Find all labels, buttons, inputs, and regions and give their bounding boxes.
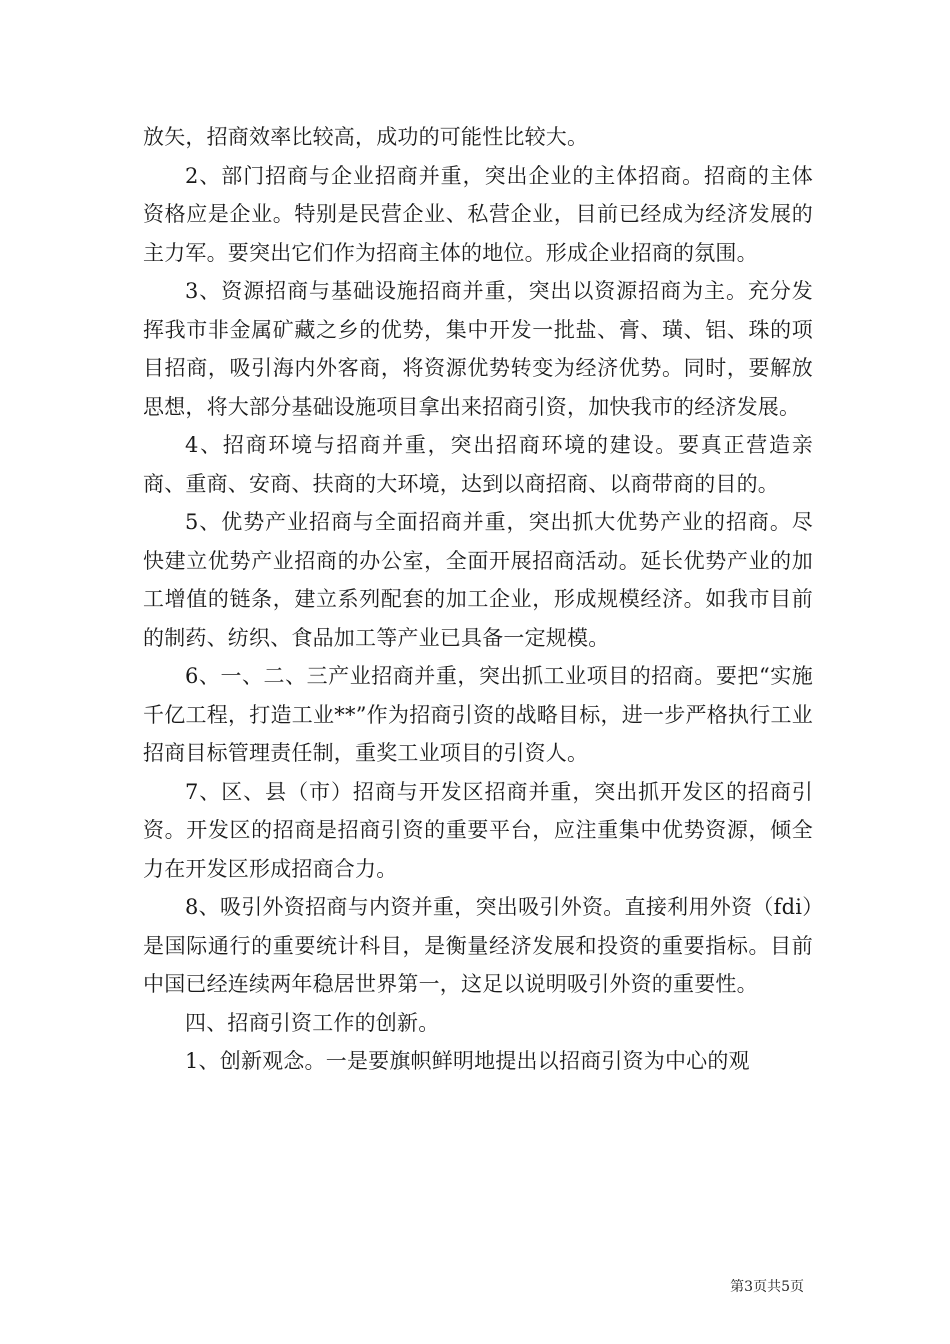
paragraph: 6、一、二、三产业招商并重，突出抓工业项目的招商。要把“实施千亿工程，打造工业**”作为招商引资的战略目标，进一步严格执行工业招商目标管理责任制，重奖工业项目的引资人。 — [143, 664, 813, 765]
paragraph: 8、吸引外资招商与内资并重，突出吸引外资。直接利用外资（fdi）是国际通行的重要统计科目，是衡量经济发展和投资的重要指标。目前中国已经连续两年稳居世界第一，这足以说明吸引外资的重要性。 — [143, 895, 813, 996]
paragraph: 3、资源招商与基础设施招商并重，突出以资源招商为主。充分发挥我市非金属矿藏之乡的优势，集中开发一批盐、膏、璜、铝、珠的项目招商，吸引海内外客商，将资源优势转变为经济优势。同时，要解放思想，将大部分基础设施项目拿出来招商引资，加快我市的经济发展。 — [143, 279, 813, 419]
paragraph: 5、优势产业招商与全面招商并重，突出抓大优势产业的招商。尽快建立优势产业招商的办公室，全面开展招商活动。延长优势产业的加工增值的链条，建立系列配套的加工企业，形成规模经济。如我市目前的制药、纺织、食品加工等产业已具备一定规模。 — [143, 510, 813, 650]
paragraph: 2、部门招商与企业招商并重，突出企业的主体招商。招商的主体资格应是企业。特别是民营企业、私营企业，目前已经成为经济发展的主力军。要突出它们作为招商主体的地位。形成企业招商的氛围。 — [143, 163, 813, 265]
paragraph: 1、创新观念。一是要旗帜鲜明地提出以招商引资为中心的观 — [185, 1049, 750, 1073]
page-number: 第3页共5页 — [730, 1279, 804, 1295]
section-heading: 四、招商引资工作的创新。 — [185, 1010, 440, 1035]
paragraph: 4、招商环境与招商并重，突出招商环境的建设。要真正营造亲商、重商、安商、扶商的大环境，达到以商招商、以商带商的目的。 — [143, 433, 813, 496]
document-body — [143, 118, 813, 1081]
paragraph: 7、区、县（市）招商与开发区招商并重，突出抓开发区的招商引资。开发区的招商是招商引资的重要平台，应注重集中优势资源，倾全力在开发区形成招商合力。 — [143, 779, 813, 881]
paragraph: 放矢，招商效率比较高，成功的可能性比较大。 — [143, 125, 589, 149]
